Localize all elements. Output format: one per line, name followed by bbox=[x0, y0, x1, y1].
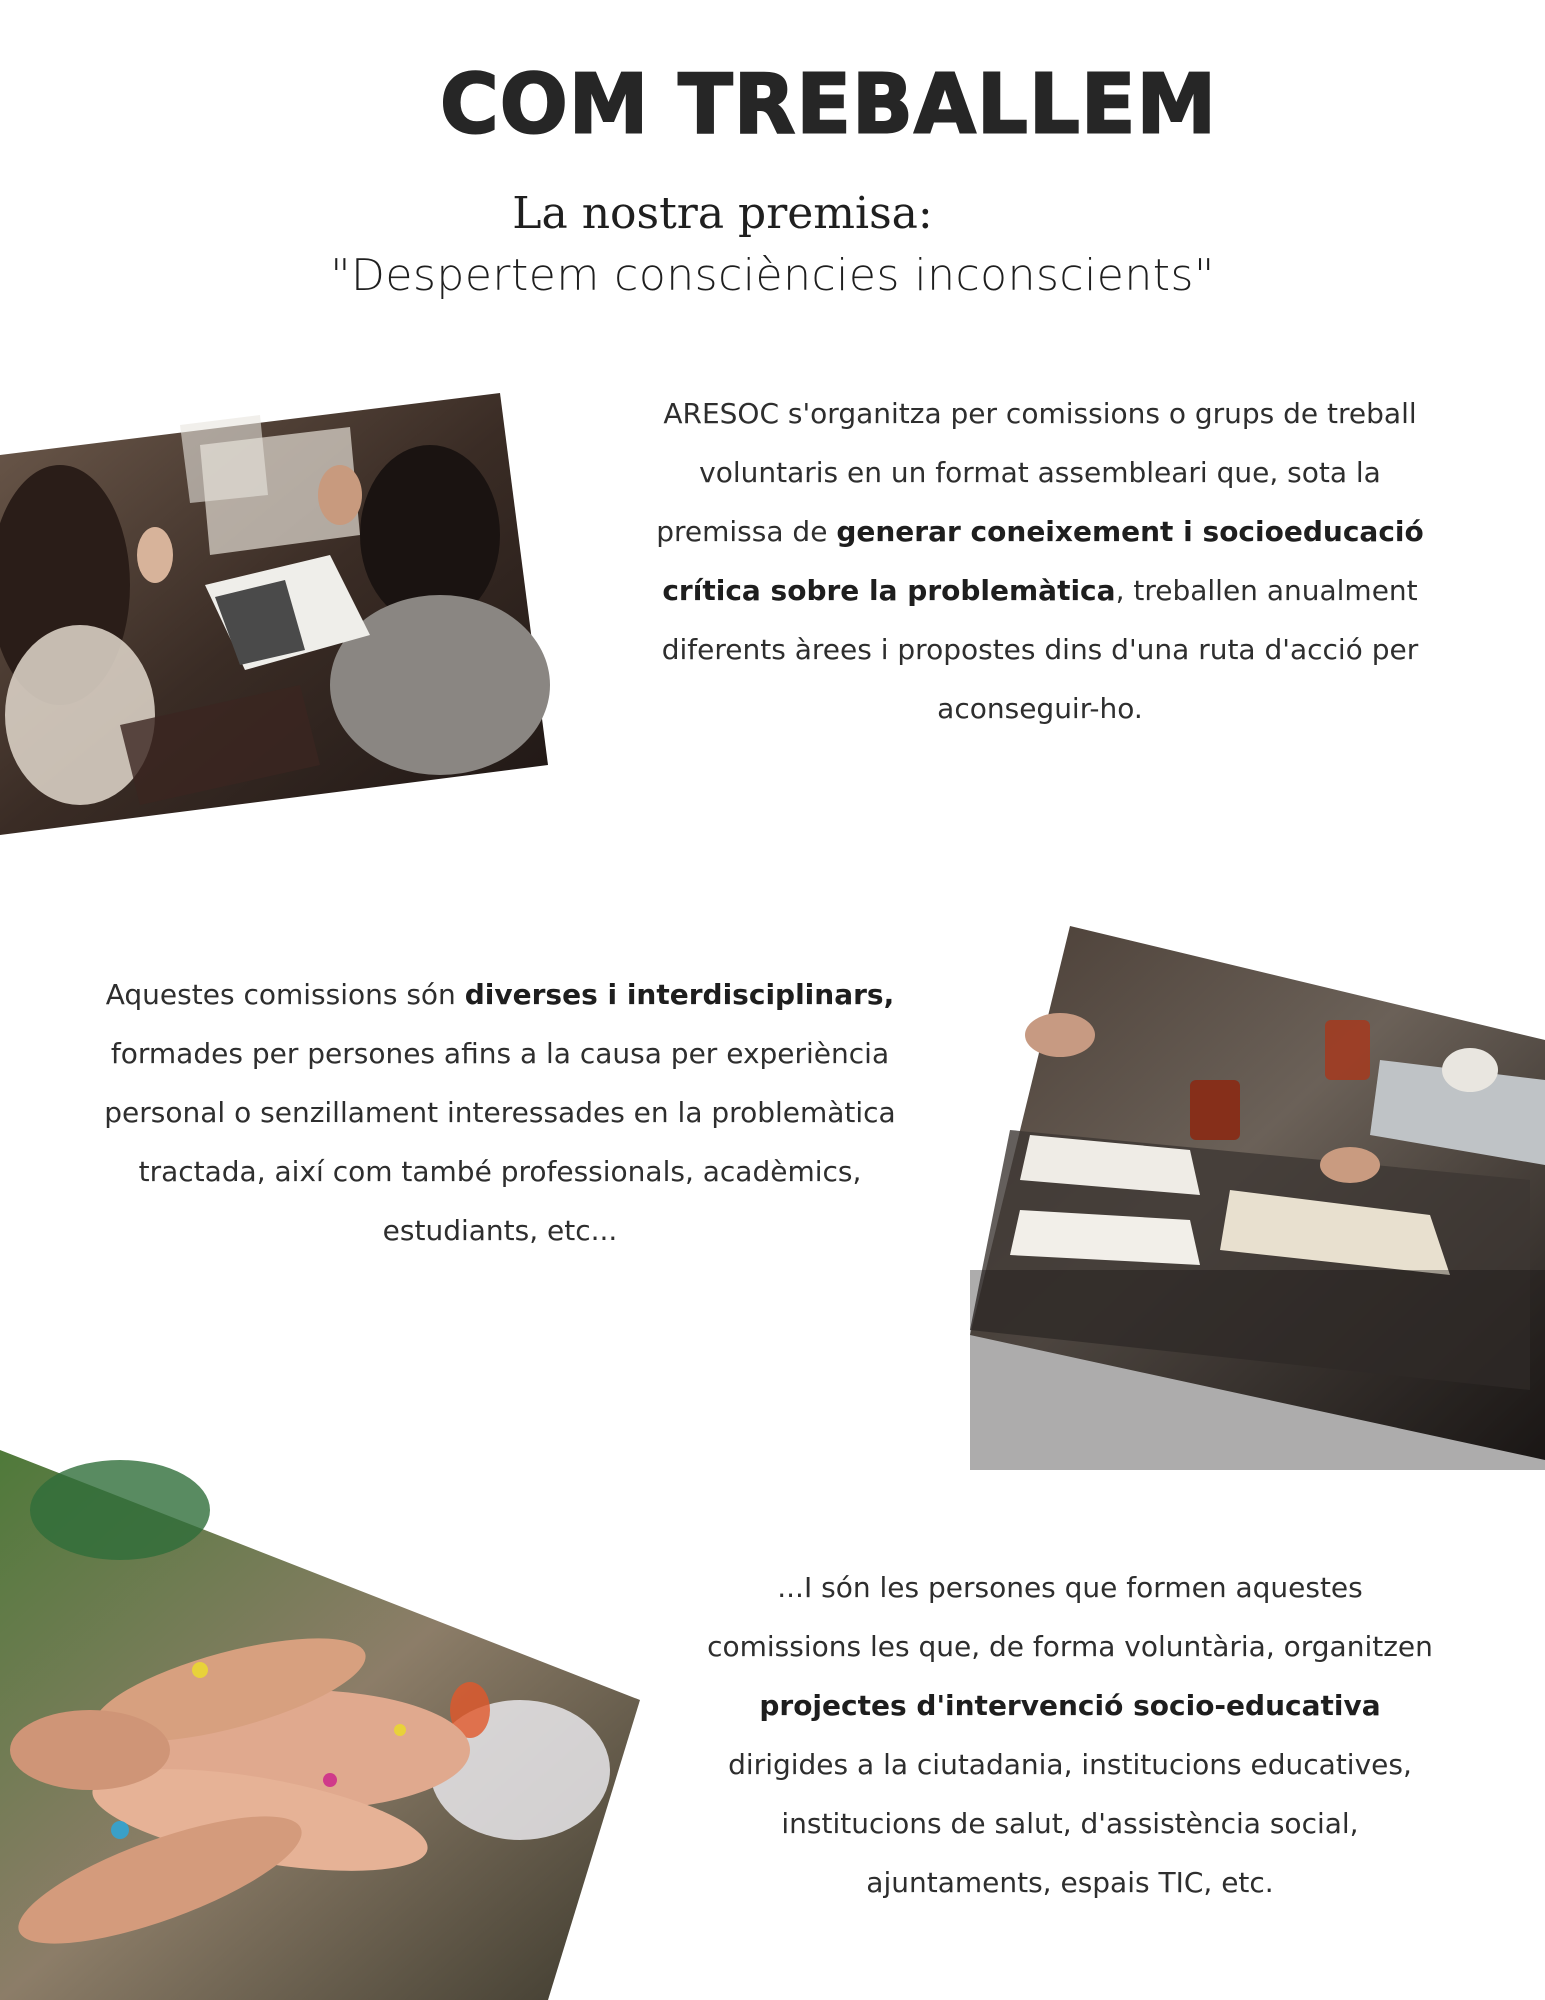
paragraph-text: dirigides a la ciutadania, institucions educatives, institucions de salut, d'assistència social, ajuntaments, espais TIC, etc. bbox=[728, 1748, 1412, 1899]
paragraph-text: ARESOC s'organitza per comissions o grups de treball voluntaris en un format assembleari que, sota la premissa de bbox=[656, 397, 1417, 548]
paragraph-text: formades per persones afins a la causa per experiència personal o senzillament interessades en la problemàtica tractada, així com també professionals, acadèmics, estudiants, etc... bbox=[104, 1037, 896, 1247]
paragraph-text: , treballen anualment diferents àrees i propostes dins d'una ruta d'acció per aconseguir-ho. bbox=[661, 574, 1419, 725]
paragraph-bold-text: generar coneixement i socioeducació crítica sobre la problemàtica bbox=[662, 515, 1424, 607]
premise-label: La nostra premisa: bbox=[512, 188, 933, 239]
stacked-hands-photo bbox=[0, 1450, 645, 2000]
premise-quote: "Despertem consciències inconscients" bbox=[330, 250, 1215, 301]
paragraph-text: Aquestes comissions són bbox=[105, 978, 465, 1011]
paragraph-commissions bbox=[80, 965, 920, 1260]
paragraph-bold-text: projectes d'intervenció socio-educativa bbox=[759, 1689, 1381, 1722]
page-title: COM TREBALLEM bbox=[440, 57, 1218, 152]
paragraph-bold-text: diverses i interdisciplinars, bbox=[464, 978, 895, 1011]
group-meeting-photo bbox=[0, 385, 560, 845]
paragraph-organization bbox=[640, 384, 1440, 738]
notebooks-table-photo bbox=[970, 920, 1545, 1470]
paragraph-projects bbox=[700, 1558, 1440, 1912]
paragraph-text: ...I són les persones que formen aquestes comissions les que, de forma voluntària, organitzen bbox=[707, 1571, 1433, 1663]
